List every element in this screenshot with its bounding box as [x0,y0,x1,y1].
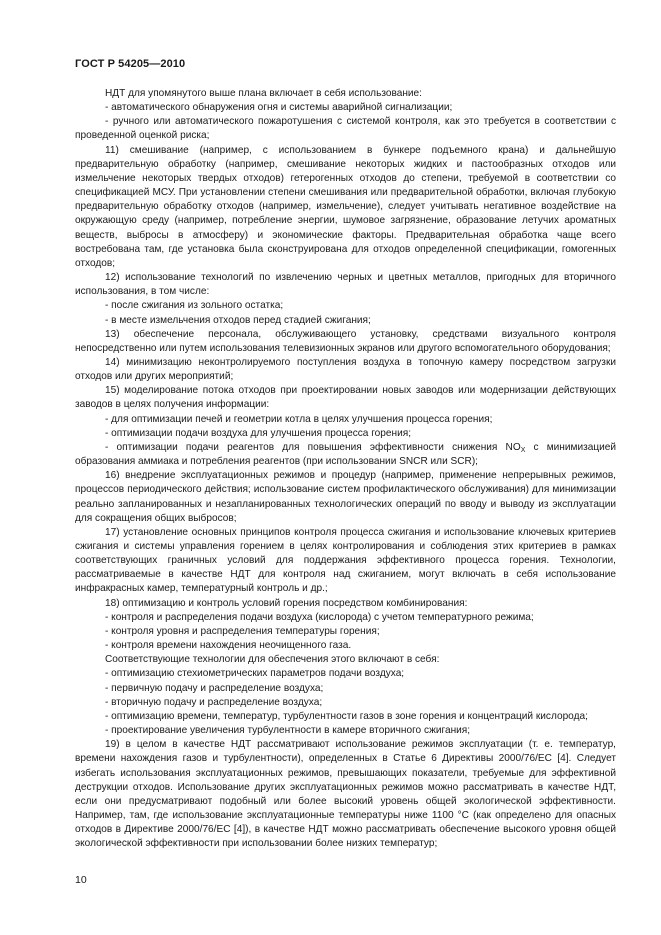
list-item: - для оптимизации печей и геометрии котла в целях улучшения процесса горения; [105,413,493,425]
document-header: ГОСТ Р 54205—2010 [75,58,186,70]
list-item: - ручного или автоматического пожаротушения с системой контроля, как это требуется в соответствии с проведенной оценкой риска; [75,116,616,142]
numbered-item-18: 18) оптимизацию и контроль условий горения посредством комбинирования: [105,597,468,609]
list-item: - проектирование увеличения турбулентности в камере вторичного сжигания; [105,725,471,737]
nox-text-after: с минимизацией образования аммиака и потребления реагентов (при использовании SNCR или SCR); [75,441,617,468]
list-item: - контроля времени нахождения неочищенного газа. [105,640,352,652]
list-item: - оптимизацию стехиометрических параметров подачи воздуха; [105,668,405,680]
list-item: - первичную подачу и распределение воздуха; [105,682,324,694]
document-body [75,87,616,851]
list-item: - контроля уровня и распределения температуры горения; [105,625,380,637]
paragraph: Соответствующие технологии для обеспечения этого включают в себя: [105,654,440,666]
list-item: - автоматического обнаружения огня и системы аварийной сигнализации; [105,102,453,114]
list-item-nox [75,441,616,469]
numbered-item-17: 17) установление основных принципов контроля процесса сжигания и использование ключевых критериев сжигания и системы управления горением в целях контролирования и соблюдения этих критериев в рамках соответствующих граничных условий для поддержания эффективного процесса горения. Технологии, рассматриваемые в качестве НДТ для контроля над сжиганием, могут включать в себя использование инфракрасных камер, температурный контроль и др.; [75,526,616,595]
list-item: - оптимизации подачи воздуха для улучшения процесса горения; [105,427,412,439]
numbered-item-13: 13) обеспечение персонала, обслуживающего установку, средствами визуального контроля непосредственно или путем использования телевизионных экранов или другого вспомогательного оборудования; [75,328,616,354]
list-item: - после сжигания из зольного остатка; [105,300,284,312]
nox-subscript: X [520,446,526,454]
numbered-item-14: 14) минимизацию неконтролируемого поступления воздуха в топочную камеру посредством загрузки отходов или других мероприятий; [75,356,616,383]
nox-text-before: - оптимизации подачи реагентов для повышения эффективности снижения NO [105,441,521,453]
list-item: - контроля и распределения подачи воздуха (кислорода) с учетом температурного режима; [105,611,534,623]
numbered-item-16: 16) внедрение эксплуатационных режимов и процедур (например, применение непрерывных режимов, процессов периодического действия; использование систем профилактического обслуживания) для минимизации реально запланированных и незапланированных технологических операций по вводу и выводу из эксплуатации для сокращения общих выбросов; [75,470,616,524]
list-item: - оптимизацию времени, температур, турбулентности газов в зоне горения и концентраций кислорода; [105,710,588,722]
numbered-item-15: 15) моделирование потока отходов при проектировании новых заводов или модернизации действующих заводов в целях получения информации: [75,385,616,411]
paragraph: НДТ для упомянутого выше плана включает в себя использование: [105,88,422,99]
page-number: 10 [75,874,87,886]
list-item: - в месте измельчения отходов перед стадией сжигания; [105,314,371,326]
numbered-item-11: 11) смешивание (например, с использованием в бункере подъемного крана) и дальнейшую предварительную обработку (например, смешивание некоторых жидких и пастообразных отходов или измельчение некоторых твердых отходов) гетерогенных отходов до степени, требуемой в соответствии со спецификацией МСУ. При установлении степени смешивания или предварительной обработки, включая глубокую предварительную обработку отходов (например, измельчение), следует учитывать негативное воздействие на окружающую среду (например, потребление энергии, шумовое загрязнение, образование летучих ароматных веществ, выбросы в атмосферу) и экономические факторы. Предварительная обработка чаще всего востребована там, где установка была сконструирована для отходов определенной спецификации, гомогенных отходов; [75,144,616,269]
numbered-item-19: 19) в целом в качестве НДТ рассматривают использование режимов эксплуатации (т. е. температур, времени нахождения газов и турбулентности), определенных в Статье 6 Директивы 2000/76/ЕС [4]. Следует избегать использования эксплуатационных режимов, превышающих показатели, требуемые для эффективной деструкции отходов. Использование других эксплуатационных режимов можно рассматривать в качестве НДТ, если они предусматривают подобный или более высокий уровень общей экологической эффективности. Например, там, где использование эксплуатационные температуры ниже 1100 °С (как определено для опасных отходов в Директиве 2000/76/ЕС [4]), в качестве НДТ можно рассматривать обеспечение высокого уровня общей экологической эффективности при использовании более низких температур; [75,739,616,850]
numbered-item-12: 12) использование технологий по извлечению черных и цветных металлов, пригодных для вторичного использования, в том числе: [75,272,616,298]
list-item: - вторичную подачу и распределение воздуха; [105,696,323,708]
